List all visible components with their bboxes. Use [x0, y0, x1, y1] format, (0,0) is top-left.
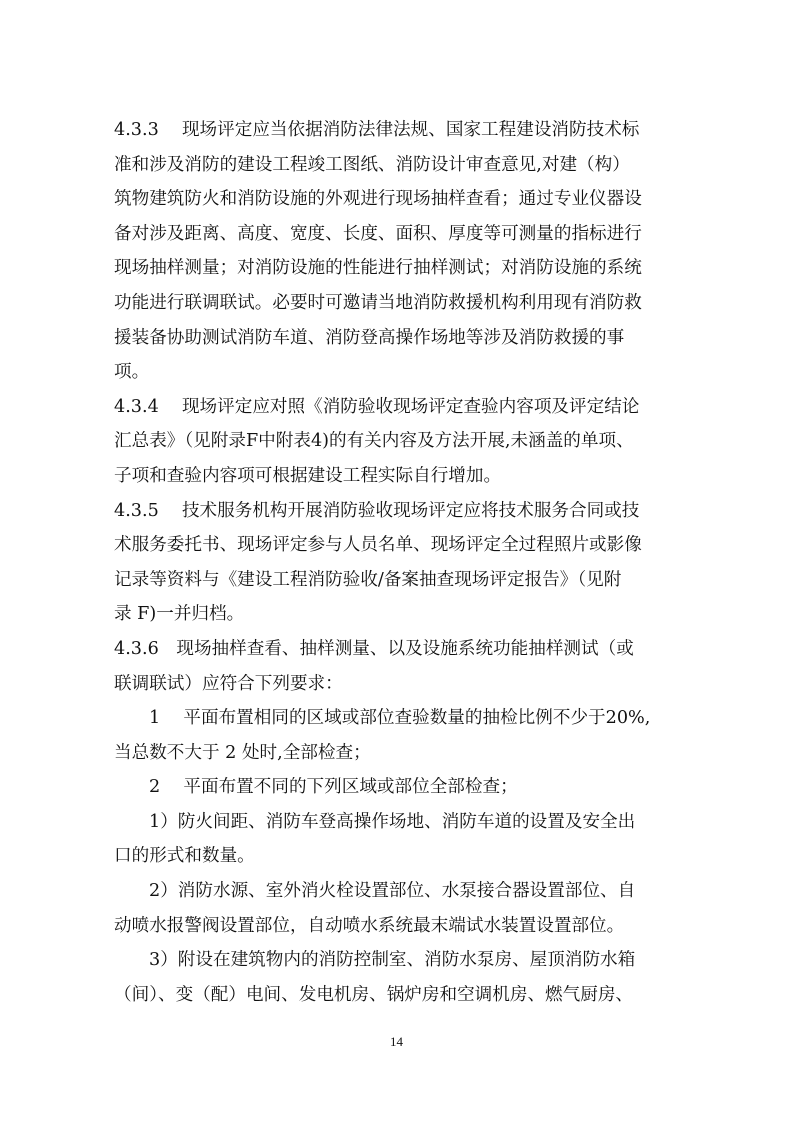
- clause-4-3-4: [114, 390, 694, 494]
- text-line: 1 平面布置相同的区域或部位查验数量的抽检比例不少于20%,: [149, 708, 651, 729]
- text-line: 录 F)一并归档。: [114, 604, 245, 625]
- list-item-2: [114, 770, 694, 805]
- text-line: 4.3.6 现场抽样查看、抽样测量、以及设施系统功能抽样测试（或: [114, 638, 634, 659]
- text-line: 汇总表》（见附录F中附表4)的有关内容及方法开展,未涵盖的单项、: [114, 431, 634, 452]
- text-line: 口的形式和数量。: [114, 846, 255, 867]
- text-line: 4.3.3 现场评定应当依据消防法律法规、国家工程建设消防技术标: [114, 120, 640, 140]
- text-line: 4.3.4 现场评定应对照《消防验收现场评定查验内容项及评定结论: [114, 396, 640, 417]
- text-line: 备对涉及距离、高度、宽度、长度、面积、厚度等可测量的指标进行: [114, 223, 642, 244]
- text-line: 2）消防水源、室外消火栓设置部位、水泵接合器设置部位、自: [149, 881, 636, 902]
- text-line: 术服务委托书、现场评定参与人员名单、现场评定全过程照片或影像: [114, 535, 642, 556]
- text-line: 2 平面布置不同的下列区域或部位全部检查；: [149, 777, 518, 798]
- text-line: 项。: [114, 362, 150, 383]
- text-line: 筑物建筑防火和消防设施的外观进行现场抽样查看；通过专业仪器设: [114, 189, 642, 210]
- body-text: [114, 113, 694, 1012]
- text-line: 功能进行联调联试。必要时可邀请当地消防救援机构利用现有消防救: [114, 292, 642, 313]
- text-line: 4.3.5 技术服务机构开展消防验收现场评定应将技术服务合同或技: [114, 500, 640, 521]
- text-line: 准和涉及消防的建设工程竣工图纸、消防设计审查意见,对建（构）: [114, 154, 630, 175]
- sub-item-2: [114, 874, 694, 943]
- clause-4-3-5: [114, 494, 694, 632]
- clause-4-3-3: [114, 113, 694, 390]
- text-line: 动喷水报警阀设置部位，自动喷水系统最末端试水装置设置部位。: [114, 915, 625, 936]
- text-line: 联调联试）应符合下列要求：: [114, 673, 343, 694]
- text-line: 当总数不大于 2 处时,全部检查；: [114, 742, 371, 763]
- sub-item-3: [114, 943, 694, 1012]
- text-line: 现场抽样测量；对消防设施的性能进行抽样测试；对消防设施的系统: [114, 258, 642, 279]
- page-number: 14: [390, 1034, 403, 1049]
- text-line: 援装备协助测试消防车道、消防登高操作场地等涉及消防救援的事: [114, 327, 625, 348]
- list-item-1: [114, 701, 694, 770]
- text-line: 记录等资料与《建设工程消防验收/备案抽查现场评定报告》（见附: [114, 569, 622, 590]
- text-line: （间）、变（配）电间、发电机房、锅炉房和空调机房、燃气厨房、: [114, 984, 634, 1005]
- sub-item-1: [114, 805, 694, 874]
- text-line: 子项和查验内容项可根据建设工程实际自行增加。: [114, 465, 502, 486]
- text-line: 3）附设在建筑物内的消防控制室、消防水泵房、屋顶消防水箱: [149, 950, 636, 971]
- text-line: 1）防火间距、消防车登高操作场地、消防车道的设置及安全出: [149, 811, 636, 832]
- clause-4-3-6: [114, 632, 694, 701]
